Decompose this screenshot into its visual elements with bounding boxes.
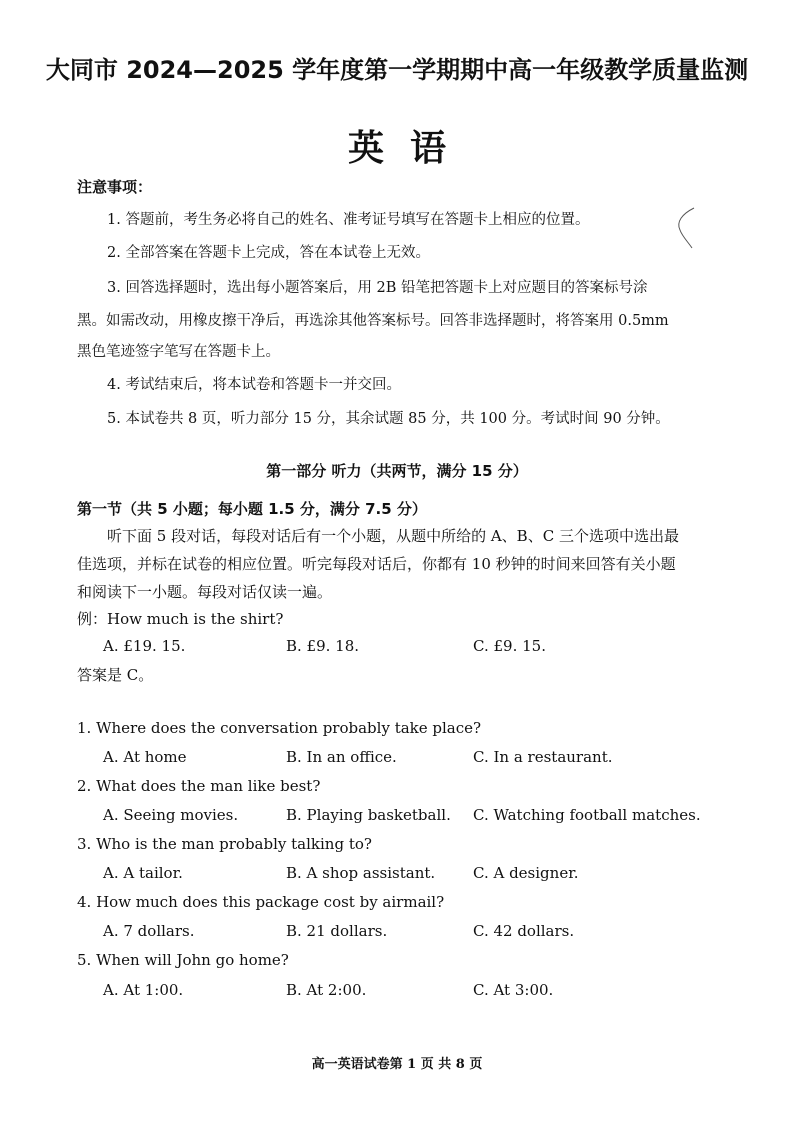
question-1-option-b: B. In an office. xyxy=(286,748,397,766)
example-answer: 答案是 C。 xyxy=(77,666,154,684)
notice-item-3-line-3: 黑色笔迹签字笔写在答题卡上。 xyxy=(77,344,280,360)
subject-title: 英语 xyxy=(347,128,472,169)
exam-title: 大同市 2024—2025 学年度第一学期期中高一年级教学质量监测 xyxy=(45,56,749,84)
question-1: 1. Where does the conversation probably take place? xyxy=(77,719,482,737)
notice-item-3-line-1: 3. 回答选择题时，选出每小题答案后，用 2B 铅笔把答题卡上对应题目的答案标号涂 xyxy=(107,280,648,296)
question-3: 3. Who is the man probably talking to? xyxy=(77,835,372,853)
question-2-option-a: A. Seeing movies. xyxy=(103,806,239,824)
part-title: 第一部分 听力（共两节，满分 15 分） xyxy=(266,462,528,480)
page-footer: 高一英语试卷第 1 页 共 8 页 xyxy=(311,1057,483,1072)
instructions-line-1: 听下面 5 段对话，每段对话后有一个小题，从题中所给的 A、B、C 三个选项中选出最 xyxy=(107,527,679,545)
notice-item-2: 2. 全部答案在答题卡上完成，答在本试卷上无效。 xyxy=(107,245,430,261)
question-4-option-c: C. 42 dollars. xyxy=(473,922,575,940)
question-2-option-c: C. Watching football matches. xyxy=(473,806,701,824)
question-4-option-b: B. 21 dollars. xyxy=(286,922,388,940)
question-3-option-b: B. A shop assistant. xyxy=(286,864,436,882)
question-5-option-c: C. At 3:00. xyxy=(473,981,554,999)
question-5-option-b: B. At 2:00. xyxy=(286,981,367,999)
pen-mark-decoration xyxy=(672,206,698,250)
question-1-option-a: A. At home xyxy=(103,748,187,766)
example-option-a: A. £19. 15. xyxy=(103,637,186,655)
instructions-line-2: 佳选项，并标在试卷的相应位置。听完每段对话后，你都有 10 秒钟的时间来回答有关小题 xyxy=(77,555,676,573)
notice-item-4: 4. 考试结束后，将本试卷和答题卡一并交回。 xyxy=(107,377,401,393)
question-2: 2. What does the man like best? xyxy=(77,777,321,795)
question-2-option-b: B. Playing basketball. xyxy=(286,806,451,824)
question-5: 5. When will John go home? xyxy=(77,951,289,969)
section-title: 第一节（共 5 小题；每小题 1.5 分，满分 7.5 分） xyxy=(77,500,427,518)
example-option-c: C. £9. 15. xyxy=(473,637,546,655)
notice-item-3-line-2: 黑。如需改动，用橡皮擦干净后，再选涂其他答案标号。回答非选择题时，将答案用 0.5mm xyxy=(77,313,669,329)
question-4-option-a: A. 7 dollars. xyxy=(103,922,195,940)
notice-heading: 注意事项： xyxy=(77,178,153,196)
question-1-option-c: C. In a restaurant. xyxy=(473,748,613,766)
question-3-option-c: C. A designer. xyxy=(473,864,579,882)
notice-item-5: 5. 本试卷共 8 页，听力部分 15 分，其余试题 85 分，共 100 分。考试时间 90 分钟。 xyxy=(107,411,670,427)
question-5-option-a: A. At 1:00. xyxy=(103,981,184,999)
question-3-option-a: A. A tailor. xyxy=(103,864,183,882)
example-option-b: B. £9. 18. xyxy=(286,637,360,655)
example-question: 例：How much is the shirt? xyxy=(77,610,284,628)
instructions-line-3: 和阅读下一小题。每段对话仅读一遍。 xyxy=(77,583,333,601)
notice-item-1: 1. 答题前，考生务必将自己的姓名、准考证号填写在答题卡上相应的位置。 xyxy=(107,212,590,228)
question-4: 4. How much does this package cost by airmail? xyxy=(77,893,445,911)
